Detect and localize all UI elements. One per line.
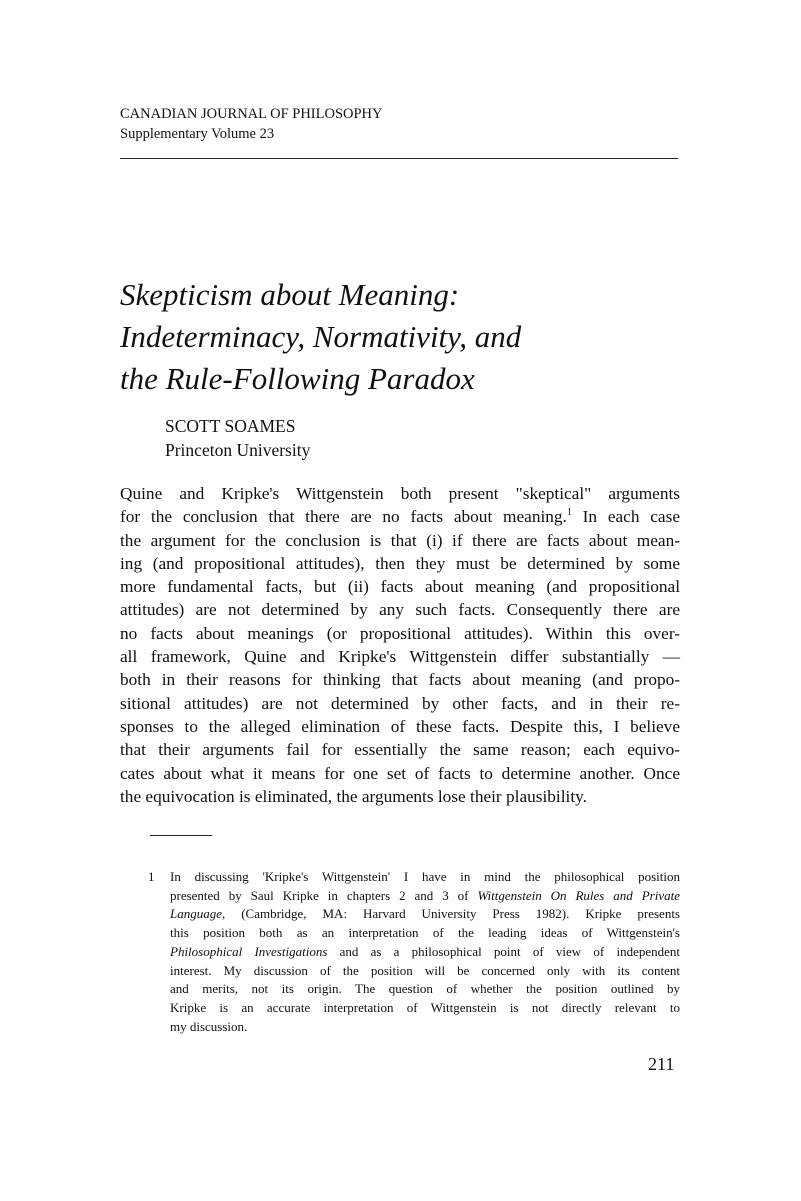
body-line: all framework, Quine and Kripke's Wittgenstein differ substantially —: [120, 647, 680, 667]
body-line: sitional attitudes) are not determined by other facts, and in their re-: [120, 693, 680, 713]
footnote-line: interest. My discussion of the position will be concerned only with its content: [170, 962, 680, 978]
footnote-line: my discussion.: [170, 1018, 248, 1034]
body-line: [120, 505, 680, 528]
journal-volume: Supplementary Volume 23: [120, 126, 275, 142]
body-line: Quine and Kripke's Wittgenstein both present "skeptical" arguments: [120, 484, 680, 503]
journal-name: CANADIAN JOURNAL OF PHILOSOPHY: [120, 106, 383, 122]
footnote-line: and merits, not its origin. The question of whether the position outlined by: [170, 981, 680, 997]
author-affiliation: Princeton University: [165, 440, 311, 460]
body-line: the equivocation is eliminated, the arguments lose their plausibility.: [120, 786, 587, 806]
body-line-text: for the conclusion that there are no facts about meaning.: [120, 507, 567, 527]
footnote-marker[interactable]: 1: [566, 507, 572, 519]
header-rule: [120, 158, 678, 159]
page-number: 211: [648, 1054, 675, 1074]
book-title: Wittgenstein On Rules and Private: [477, 887, 680, 903]
title-line: the Rule-Following Paradox: [120, 361, 475, 396]
body-line: attitudes) are not determined by any such facts. Consequently there are: [120, 600, 680, 620]
body-line: more fundamental facts, but (ii) facts about meaning (and propositional: [120, 577, 680, 597]
body-line: cates about what it means for one set of facts to determine another. Once: [120, 763, 680, 783]
book-title: Philosophical Investigations: [170, 943, 328, 959]
article-title: [120, 274, 521, 400]
journal-header: [120, 104, 383, 144]
footnote-line: [170, 905, 680, 924]
footnote-line: Kripke is an accurate interpretation of Wittgenstein is not directly relevant to: [170, 999, 680, 1015]
footnote-number: 1: [148, 869, 155, 884]
body-line: ing (and propositional attitudes), then they must be determined by some: [120, 553, 680, 573]
footnote-text-run: (Cambridge, MA: Harvard University Press 1982). Kripke presents: [225, 906, 680, 922]
body-line: sponses to the alleged elimination of these facts. Despite this, I believe: [120, 716, 680, 736]
body-line: that their arguments fail for essentially the same reason; each equivo-: [120, 740, 680, 760]
body-line: no facts about meanings (or propositional attitudes). Within this over-: [120, 623, 680, 643]
footnote-line: this position both as an interpretation of the leading ideas of Wittgenstein's: [170, 925, 680, 941]
body-line: both in their reasons for thinking that facts about meaning (and propo-: [120, 670, 680, 690]
footnote-text-run: and as a philosophical point of view of independent: [327, 943, 681, 959]
body-line-text: In each case: [571, 507, 680, 527]
footnote-text-run: presented by Saul Kripke in chapters 2 and 3 of: [170, 887, 478, 903]
title-line: Skepticism about Meaning:: [120, 277, 460, 312]
body-line: the argument for the conclusion is that (i) if there are facts about mean-: [120, 530, 680, 550]
footnote-text: [170, 868, 680, 1036]
author-block: [165, 414, 310, 462]
footnote-rule: [150, 835, 212, 836]
author-name: SCOTT SOAMES: [165, 416, 296, 436]
title-line: Indeterminacy, Normativity, and: [120, 319, 522, 354]
footnote-line: [170, 943, 680, 962]
footnote-line: In discussing 'Kripke's Wittgenstein' I have in mind the philosophical position: [170, 869, 680, 884]
footnote-line: [170, 887, 680, 906]
book-title: Language,: [170, 906, 226, 922]
body-paragraph: [120, 482, 680, 808]
